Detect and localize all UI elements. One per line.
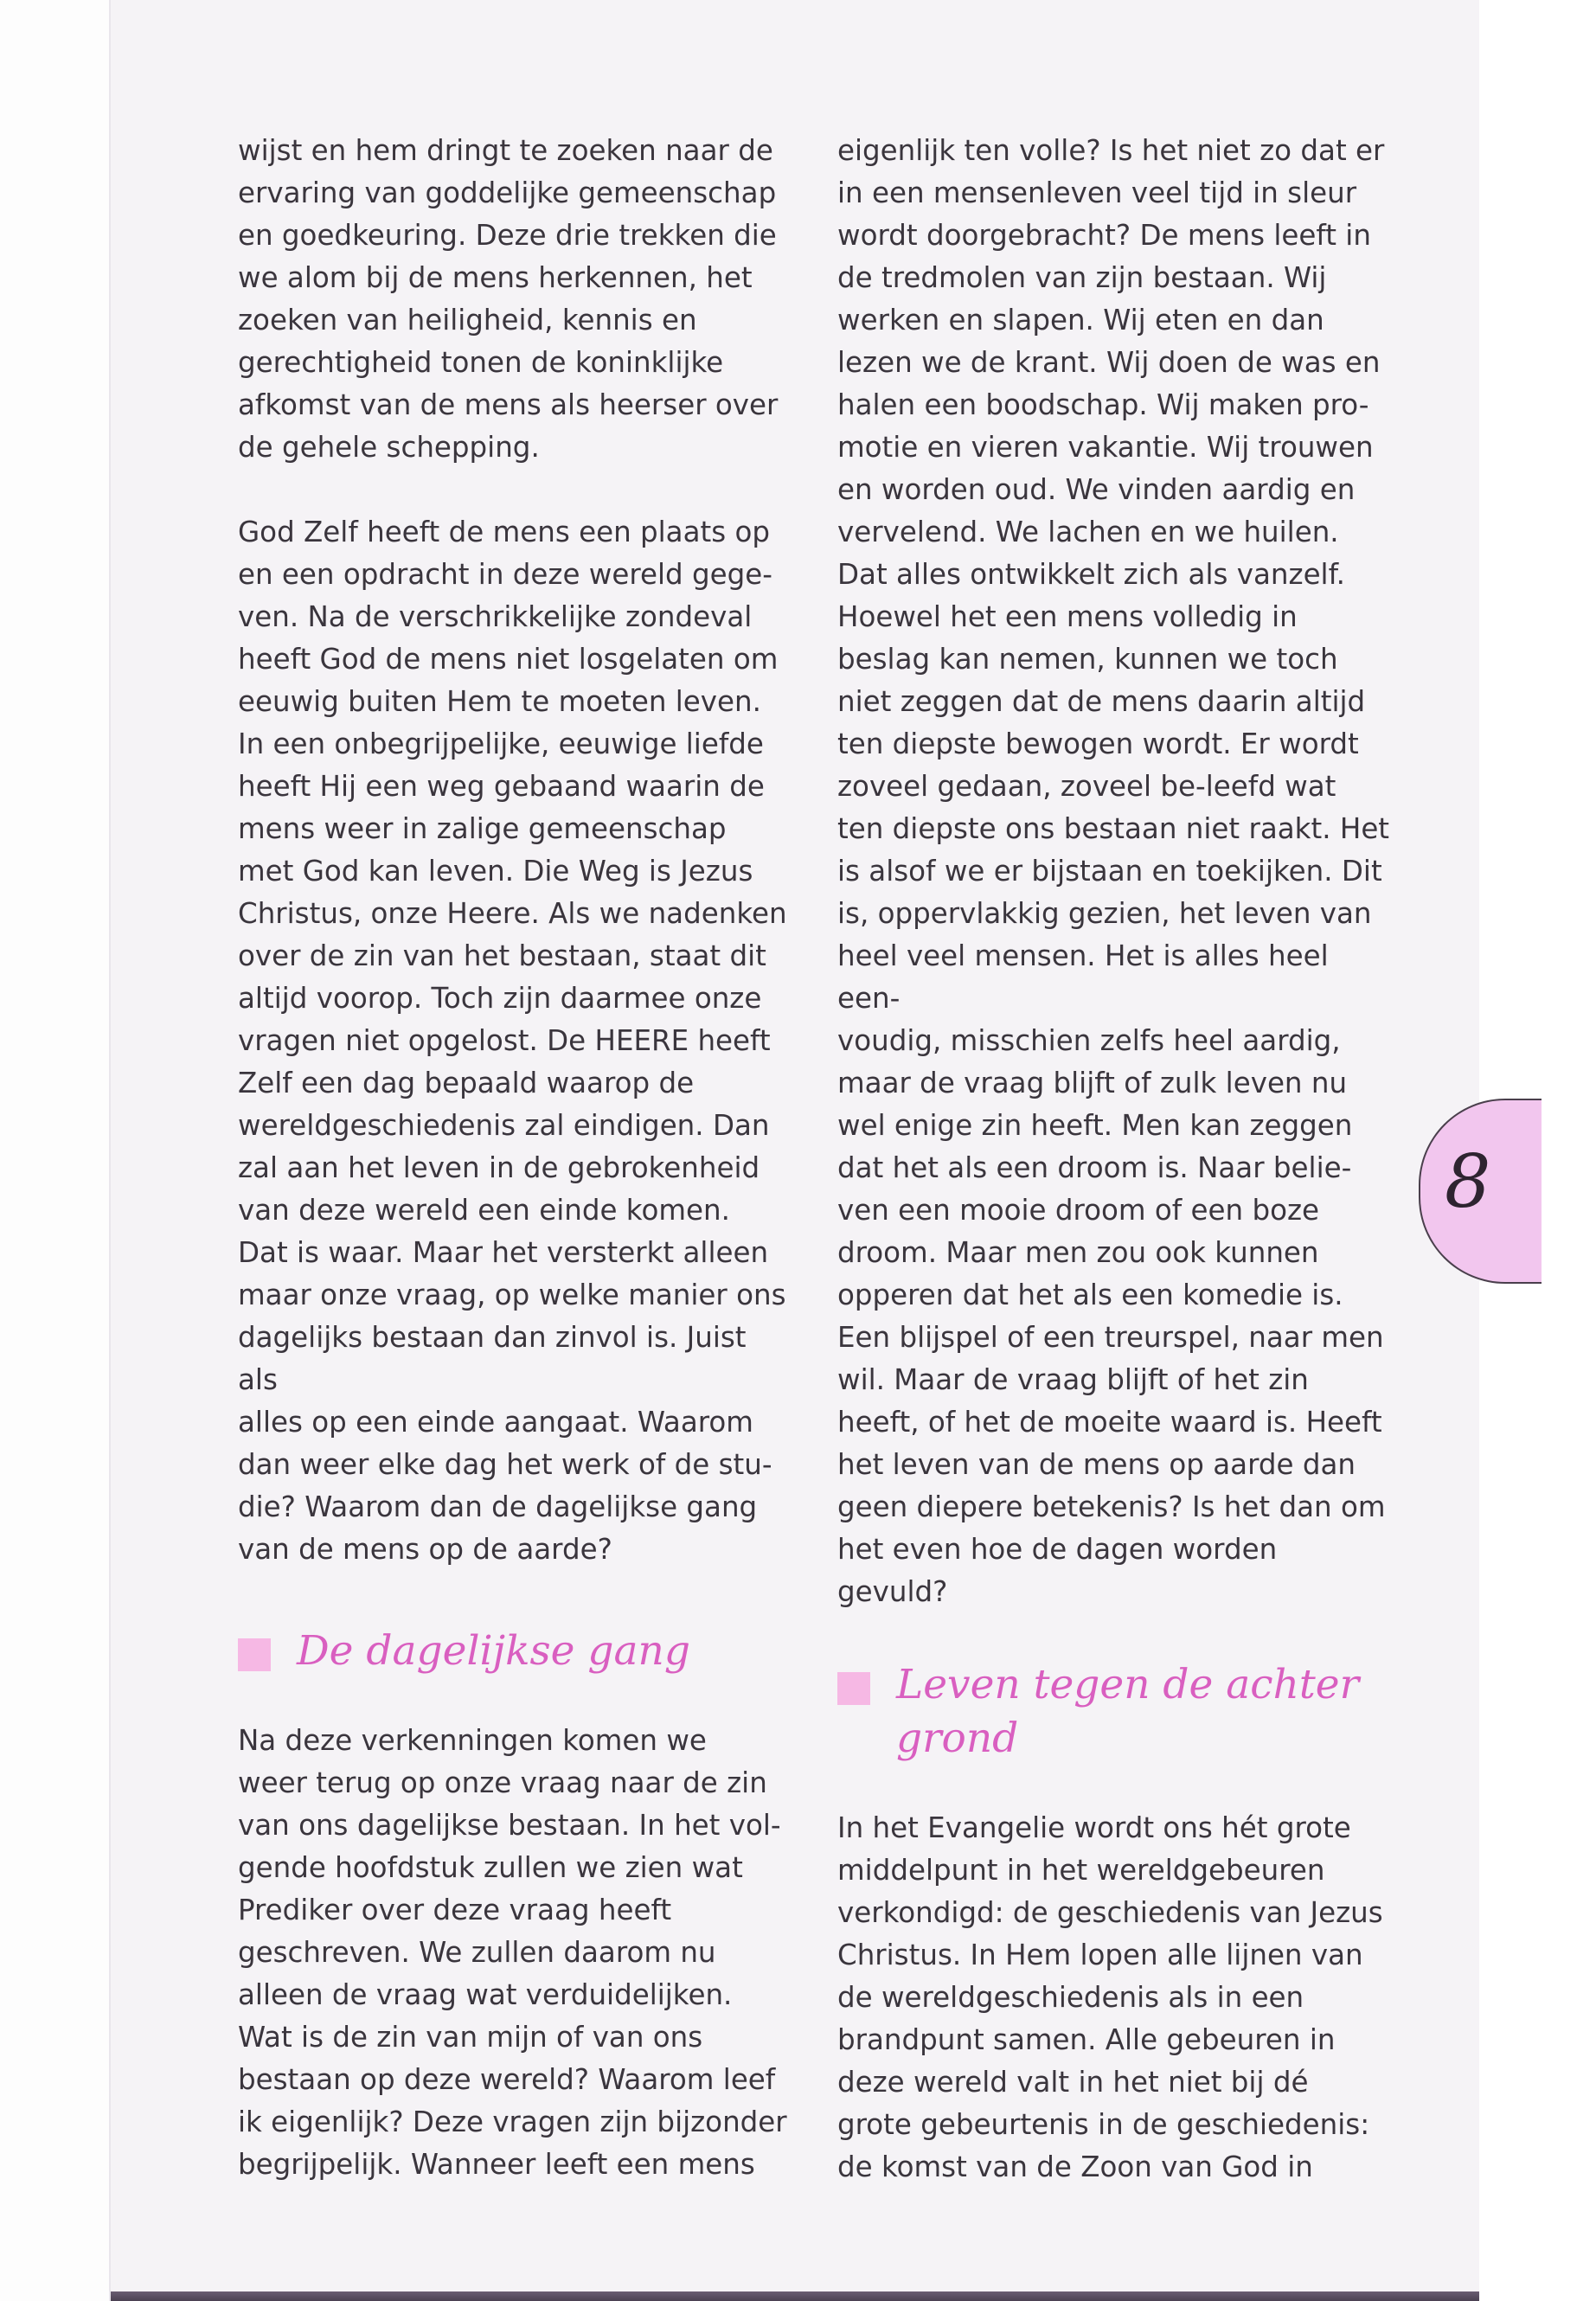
left-paragraph-2: God Zelf heeft de mens een plaats op en een opdracht in deze wereld gege- ven. Na de verschrikkelijke zondeval heeft God de mens niet losgelaten om eeuwig buiten Hem te moeten leven. In een onbegrijpelijke, eeuwige liefde heeft Hij een weg gebaand waarin de mens weer in zalige gemeenschap met God kan leven. Die Weg is Jezus Christus, onze Heere. Als we nadenken over de zin van het bestaan, staat dit altijd voorop. Toch zijn daarmee onze vragen niet opgelost. De HEERE heeft Zelf een dag bepaald waarop de wereldgeschiedenis zal eindigen. Dan zal aan het leven in de gebrokenheid van deze wereld een einde komen. Dat is waar. Maar het versterkt alleen maar onze vraag, op welke manier ons dagelijks bestaan dan zinvol is. Juist als alles op een einde aangaat. Waarom dan weer elke dag het werk of de stu- die? Waarom dan de dagelijkse gang van de mens op de aarde? [238,516,787,1566]
section-heading-text: Leven tegen de achter grond [896,1661,1360,1762]
section-heading-text: De dagelijkse gang [297,1627,690,1675]
scan-border-left [0,0,111,2301]
page-bottom-edge [111,2291,1479,2301]
section-heading-dagelijkse-gang [238,1625,792,1678]
right-column [837,130,1391,2231]
left-column [238,130,792,2228]
heading-bullet-square [837,1672,870,1705]
section-heading-leven-tegen-achtergrond [837,1658,1391,1766]
right-paragraph-1: eigenlijk ten volle? Is het niet zo dat er in een mensenleven veel tijd in sleur wordt doorgebracht? De mens leeft in de tredmolen van zijn bestaan. Wij werken en slapen. Wij eten en dan lezen we de krant. Wij doen de was en halen een boodschap. Wij maken pro- motie en vieren vakantie. Wij trouwen en worden oud. We vinden aardig en vervelend. We lachen en we huilen. Dat alles ontwikkelt zich als vanzelf. Hoewel het een mens volledig in beslag kan nemen, kunnen we toch niet zeggen dat de mens daarin altijd ten diepste bewogen wordt. Er wordt zoveel gedaan, zoveel be-leefd wat ten diepste ons bestaan niet raakt. Het is alsof we er bijstaan en toekijken. Dit is, oppervlakkig gezien, het leven van heel veel mensen. Het is alles heel een- voudig, misschien zelfs heel aardig, maar de vraag blijft of zulk leven nu wel enige zin heeft. Men kan zeggen dat het als een droom is. Naar belie- ven een mooie droom of een boze droom. Maar men zou ook kunnen opperen dat het als een komedie is. Een blijspel of een treurspel, naar men wil. Maar de vraag blijft of het zin heeft, of het de moeite waard is. Heeft het leven van de mens op aarde dan geen diepere betekenis? Is het dan om het even hoe de dagen worden gevuld? [837,134,1390,1608]
left-paragraph-1: wijst en hem dringt te zoeken naar de ervaring van goddelijke gemeenschap en goedkeuring. Deze drie trekken die we alom bij de mens herkennen, het zoeken van heiligheid, kennis en gerechtigheid tonen de koninklijke afkomst van de mens als heerser over de gehele schepping. [238,134,779,464]
right-paragraph-2: In het Evangelie wordt ons hét grote middelpunt in het wereldgebeuren verkondigd: de geschiedenis van Jezus Christus. In Hem lopen alle lijnen van de wereldgeschiedenis als in een brandpunt samen. Alle gebeuren in deze wereld valt in het niet bij dé grote gebeurtenis in de geschiedenis: de komst van de Zoon van God in [837,1811,1383,2183]
chapter-number: 8 [1445,1139,1491,1224]
left-paragraph-3: Na deze verkenningen komen we weer terug op onze vraag naar de zin van ons dagelijkse bestaan. In het vol- gende hoofdstuk zullen we zien wat Prediker over deze vraag heeft geschreven. We zullen daarom nu alleen de vraag wat verduidelijken. Wat is de zin van mijn of van ons bestaan op deze wereld? Waarom leef ik eigenlijk? Deze vragen zijn bijzonder begrijpelijk. Wanneer leeft een mens [238,1724,787,2181]
heading-bullet-square [238,1638,271,1671]
